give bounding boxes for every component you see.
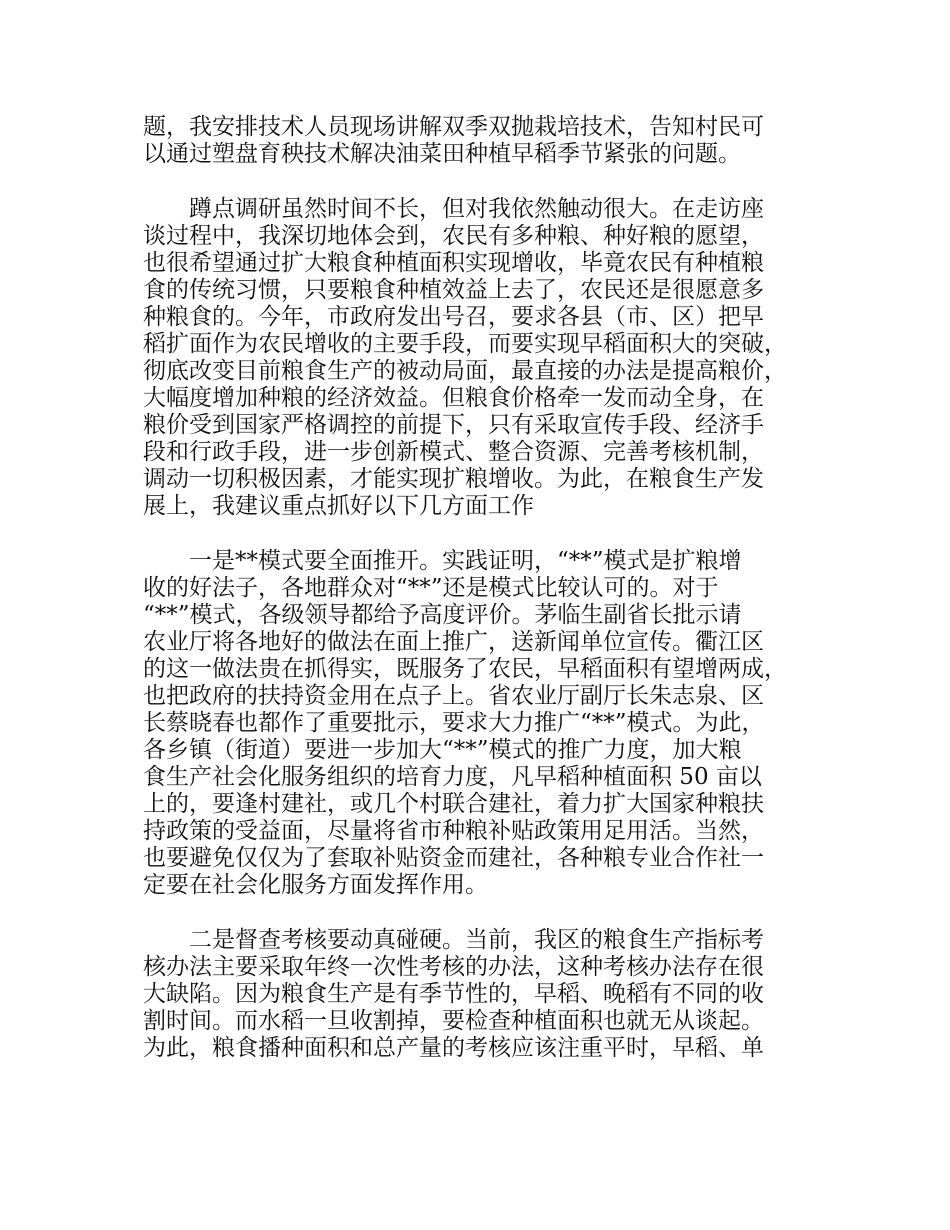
text-line: 也要避免仅仅为了套取补贴资金而建社，各种粮专业合作社一 bbox=[143, 845, 764, 871]
text-line: 割时间。而水稻一旦收割掉，要检查种植面积也就无从谈起。 bbox=[143, 1008, 764, 1034]
text-line: 展上，我建议重点抓好以下几方面工作 bbox=[143, 493, 534, 519]
text-line: 大缺陷。因为粮食生产是有季节性的，早稻、晚稻有不同的收 bbox=[143, 981, 764, 1007]
paragraph-2 bbox=[143, 196, 831, 520]
text-line: 一是**模式要全面推开。实践证明，“**”模式是扩粮增 bbox=[143, 548, 742, 574]
text-line: 上的，要逢村建社，或几个村联合建社，着力扩大国家种粮扶 bbox=[143, 791, 764, 817]
text-line: 各乡镇（街道）要进一步加大“**”模式的推广力度，加大粮 bbox=[143, 737, 742, 763]
text-line: 彻底改变目前粮食生产的被动局面，最直接的办法是提高粮价， bbox=[143, 358, 787, 384]
text-line: 种粮食的。今年，市政府发出号召，要求各县（市、区）把早 bbox=[143, 304, 764, 330]
text-line: 稻扩面作为农民增收的主要手段，而要实现早稻面积大的突破， bbox=[143, 331, 787, 357]
text-line: 蹲点调研虽然时间不长，但对我依然触动很大。在走访座 bbox=[143, 196, 764, 222]
text-line: 段和行政手段，进一步创新模式、整合资源、完善考核机制， bbox=[143, 439, 764, 465]
text-line: 定要在社会化服务方面发挥作用。 bbox=[143, 872, 488, 898]
paragraph-4 bbox=[143, 927, 831, 1062]
text-line: “**”模式，各级领导都给予高度评价。茅临生副省长批示请 bbox=[143, 602, 742, 628]
text-line: 粮价受到国家严格调控的前提下，只有采取宣传手段、经济手 bbox=[143, 412, 764, 438]
text-line: 也很希望通过扩大粮食种植面积实现增收，毕竟农民有种植粮 bbox=[143, 250, 764, 276]
text-line: 谈过程中，我深切地体会到，农民有多种粮、种好粮的愿望， bbox=[143, 223, 764, 249]
paragraph-3 bbox=[143, 548, 831, 899]
text-line: 的这一做法贵在抓得实，既服务了农民，早稻面积有望增两成， bbox=[143, 656, 787, 682]
text-line: 长蔡晓春也都作了重要批示，要求大力推广“**”模式。为此， bbox=[143, 710, 765, 736]
paragraph-1 bbox=[143, 114, 831, 168]
text-line: 持政策的受益面，尽量将省市种粮补贴政策用足用活。当然， bbox=[143, 818, 764, 844]
text-line: 二是督查考核要动真碰硬。当前，我区的粮食生产指标考 bbox=[143, 927, 764, 953]
text-line: 食生产社会化服务组织的培育力度，凡早稻种植面积 50 亩以 bbox=[143, 764, 762, 790]
text-line: 题，我安排技术人员现场讲解双季双抛栽培技术，告知村民可 bbox=[143, 114, 764, 140]
text-line: 调动一切积极因素，才能实现扩粮增收。为此，在粮食生产发 bbox=[143, 466, 764, 492]
text-line: 也把政府的扶持资金用在点子上。省农业厅副厅长朱志泉、区 bbox=[143, 683, 764, 709]
text-line: 收的好法子，各地群众对“**”还是模式比较认可的。对于 bbox=[143, 575, 719, 601]
text-line: 为此，粮食播种面积和总产量的考核应该注重平时，早稻、单 bbox=[143, 1035, 764, 1061]
document-body bbox=[143, 114, 831, 1090]
text-line: 食的传统习惯，只要粮食种植效益上去了，农民还是很愿意多 bbox=[143, 277, 764, 303]
text-line: 农业厅将各地好的做法在面上推广，送新闻单位宣传。衢江区 bbox=[143, 629, 764, 655]
text-line: 以通过塑盘育秧技术解决油菜田种植早稻季节紧张的问题。 bbox=[143, 141, 741, 167]
text-line: 大幅度增加种粮的经济效益。但粮食价格牵一发而动全身，在 bbox=[143, 385, 764, 411]
text-line: 核办法主要采取年终一次性考核的办法，这种考核办法存在很 bbox=[143, 954, 764, 980]
